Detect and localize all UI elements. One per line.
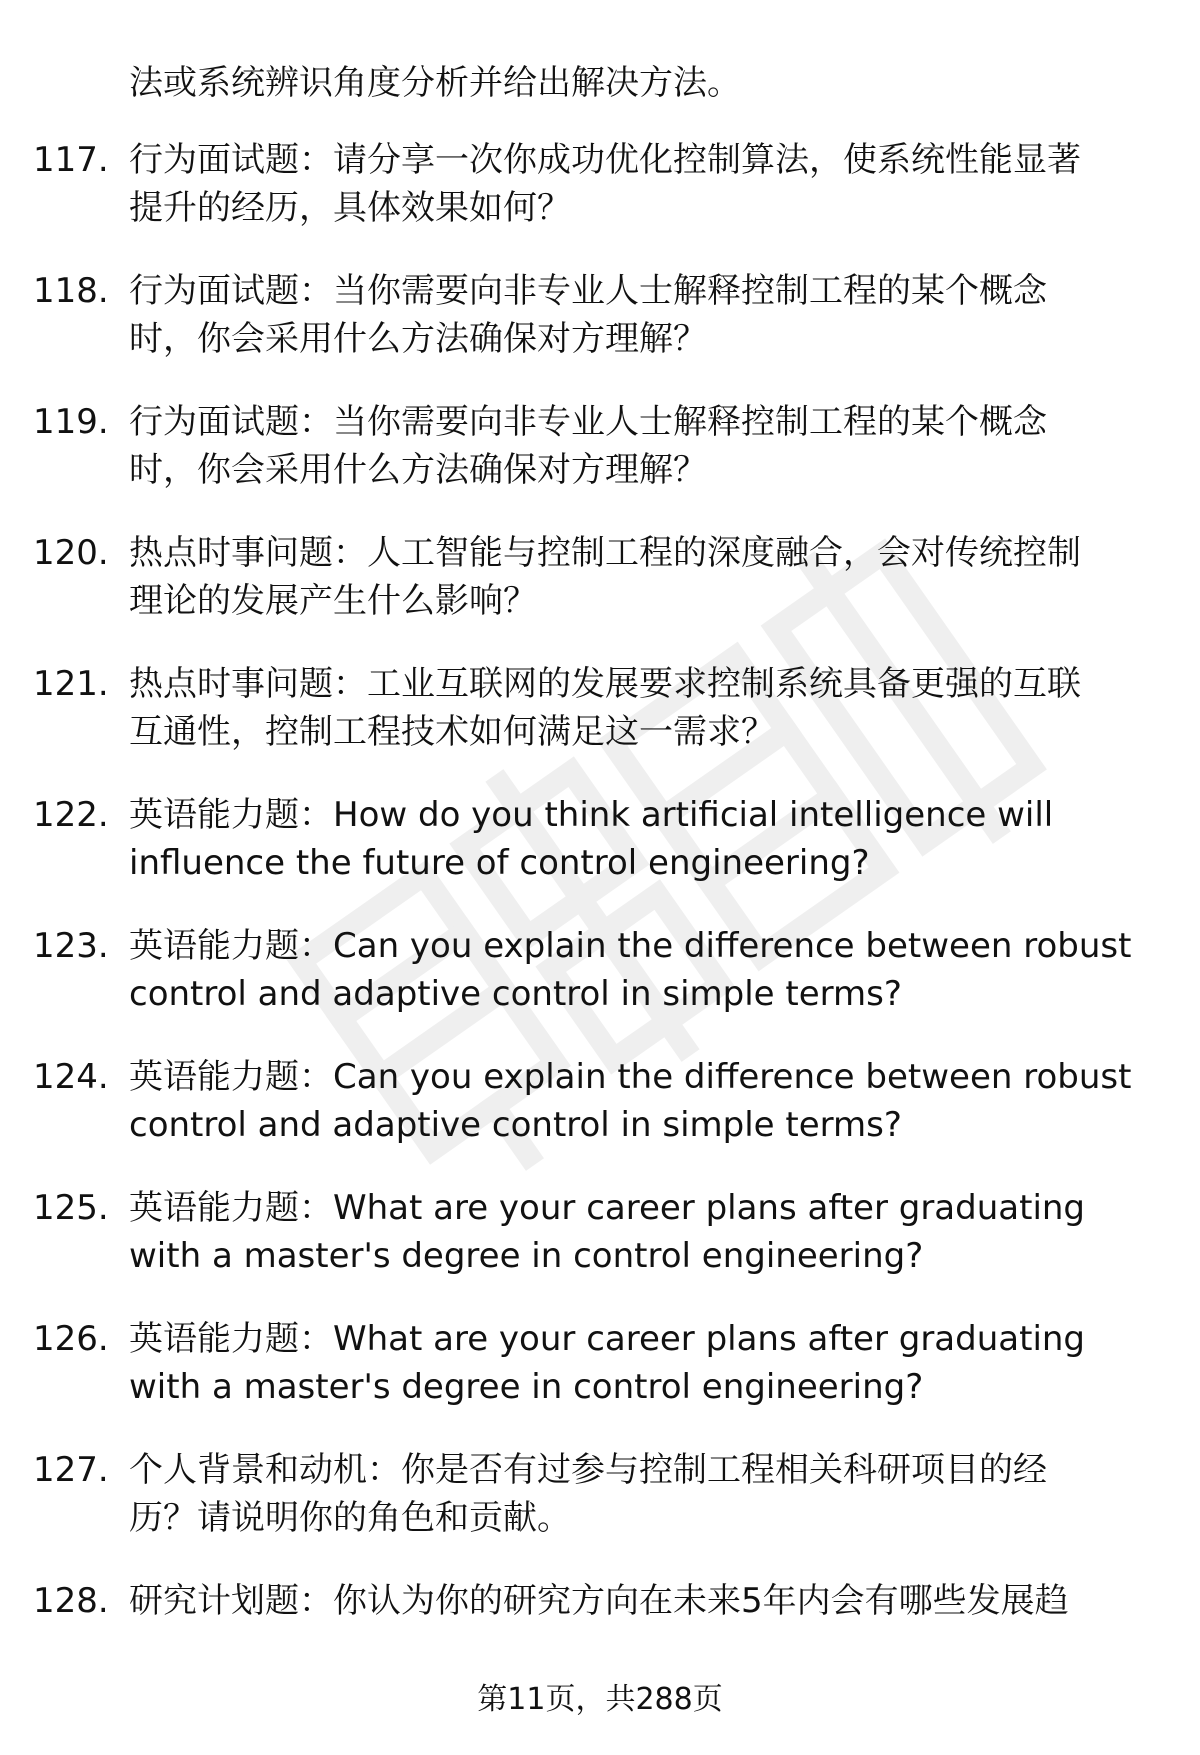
item-number: 127. bbox=[33, 1450, 109, 1490]
item-number: 117. bbox=[33, 140, 109, 180]
item-number: 120. bbox=[33, 533, 109, 573]
item-text-line-2: 理论的发展产生什么影响？ bbox=[129, 581, 537, 621]
page-footer: 第11页，共288页 bbox=[477, 1682, 723, 1717]
item-text-line-1: 行为面试题：当你需要向非专业人士解释控制工程的某个概念 bbox=[129, 271, 1047, 311]
item-number: 126. bbox=[33, 1319, 109, 1359]
item-text-line-1: 英语能力题：Can you explain the difference between robust bbox=[129, 1057, 1132, 1097]
item-text-line-2: 互通性，控制工程技术如何满足这一需求？ bbox=[129, 712, 775, 752]
item-text-line-2: 历？请说明你的角色和贡献。 bbox=[129, 1498, 571, 1538]
item-number: 121. bbox=[33, 664, 109, 704]
item-text-line-1: 英语能力题：What are your career plans after graduating bbox=[129, 1188, 1086, 1228]
item-text-line-2: 时，你会采用什么方法确保对方理解？ bbox=[129, 450, 707, 490]
item-number: 128. bbox=[33, 1581, 109, 1621]
continuation-line: 法或系统辨识角度分析并给出解决方法。 bbox=[129, 63, 741, 103]
item-text-line-1: 行为面试题：当你需要向非专业人士解释控制工程的某个概念 bbox=[129, 402, 1047, 442]
item-text-line-1: 研究计划题：你认为你的研究方向在未来5年内会有哪些发展趋 bbox=[129, 1581, 1069, 1621]
item-text-line-2: with a master's degree in control engineering? bbox=[129, 1367, 924, 1407]
item-text-line-2: 时，你会采用什么方法确保对方理解？ bbox=[129, 319, 707, 359]
item-number: 125. bbox=[33, 1188, 109, 1228]
item-text-line-2: influence the future of control engineering? bbox=[129, 843, 870, 883]
item-number: 122. bbox=[33, 795, 109, 835]
item-text-line-1: 英语能力题：What are your career plans after graduating bbox=[129, 1319, 1086, 1359]
item-number: 124. bbox=[33, 1057, 109, 1097]
item-text-line-1: 热点时事问题：工业互联网的发展要求控制系统具备更强的互联 bbox=[129, 664, 1081, 704]
item-number: 119. bbox=[33, 402, 109, 442]
item-text-line-2: 提升的经历，具体效果如何？ bbox=[129, 188, 571, 228]
item-text-line-1: 英语能力题：Can you explain the difference between robust bbox=[129, 926, 1132, 966]
item-text-line-2: control and adaptive control in simple terms? bbox=[129, 974, 902, 1014]
item-text-line-1: 热点时事问题：人工智能与控制工程的深度融合，会对传统控制 bbox=[129, 533, 1081, 573]
item-text-line-1: 个人背景和动机：你是否有过参与控制工程相关科研项目的经 bbox=[129, 1450, 1047, 1490]
item-text-line-2: with a master's degree in control engineering? bbox=[129, 1236, 924, 1276]
item-number: 123. bbox=[33, 926, 109, 966]
item-text-line-1: 英语能力题：How do you think artificial intelligence will bbox=[129, 795, 1054, 835]
item-text-line-2: control and adaptive control in simple terms? bbox=[129, 1105, 902, 1145]
item-number: 118. bbox=[33, 271, 109, 311]
item-text-line-1: 行为面试题：请分享一次你成功优化控制算法，使系统性能显著 bbox=[129, 140, 1081, 180]
